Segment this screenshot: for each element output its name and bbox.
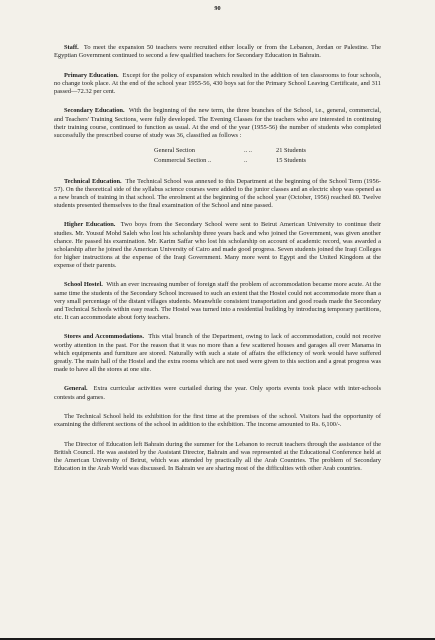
section-name: Commercial Section .. — [154, 156, 212, 164]
paragraph-heading: Stores and Accommodations. — [64, 333, 144, 341]
page-number: 90 — [214, 5, 221, 12]
paragraph-school-hostel — [54, 281, 381, 321]
table-row — [154, 147, 306, 157]
paragraph-text: Two boys from the Secondary School were sent to Beirut American University to continue their studies. Mr. Yousuf Mohd Saleh who lost his scholarship three years back and who joined the Government, was given another chance. He passed his examination. Mr. Karim Saffar who lost his scholarship on account of academic record, was awarded a scholarship after he joined the American University of Cairo and made good progress. Seven students joined the Iraqi Colleges for higher instructions at the expense of the Iraqi Government. Many more went to Egypt and the United Kingdom at the expense of their parents. — [54, 221, 381, 269]
paragraph-text: The Director of Education left Bahrain during the summer for the Lebanon to recruit teachers through the assistance of the British Council. He was assisted by the Assistant Director, Bahrain and was represented at the Educational Conference held at the American University of Beirut, which was attended by practically all the Arab Countries. The problem of Secondary Education in the Arab World was discussed. In Bahrain we are sharing most of the difficulties with other Arab countries. — [54, 440, 381, 473]
paragraph-heading: Staff. — [64, 44, 79, 51]
paragraph-heading: Primary Education. — [64, 71, 119, 79]
paragraph-general — [54, 385, 381, 401]
paragraph-text: The Technical School was annexed to this Department at the beginning of the School Term (1956-57). On the theoretical side of the syllabus science courses were added to the junior classes and an electric shop was opened as a new branch of training in that school. The enrolment at the beginning of the school year (October, 1956) reached 80. Twelve students presented themselves to the final examination of the School and nine passed. — [54, 177, 381, 209]
student-count: 15 Students — [276, 156, 307, 164]
paragraph-text: With the beginning of the new term, the three branches of the School, i.e., general, commercial, and Teachers' Training Sections, were fully developed. The Evening Classes for the teachers who are interested in continuing their training course, continued to function as usual. At the end of the year (1955-56) the number of students who completed successfully the prescribed course of study was 36, classified as follows : — [54, 107, 382, 139]
paragraph-heading: Technical Education. — [64, 177, 122, 185]
paragraph-text: This vital branch of the Department, owing to lack of accommodation, could not receive worthy attention in the past. For the reason that it was no more than a few scattered houses and garages all over Manama in which equipments and furniture are stored. Naturally with such a state of affairs the efficiency of work would have suffered greatly. The main hall of the Hostel and the extra rooms which are not used were given to this section and a great progress was made to have all the stores at one site. — [54, 333, 381, 373]
paragraph-technical-education — [54, 178, 381, 210]
paragraph-stores — [54, 333, 381, 373]
paragraph-staff — [54, 44, 381, 60]
paragraph-exhibition — [54, 413, 381, 429]
leader-dots: .. — [244, 156, 248, 164]
paragraph-text: Extra curricular activities were curtailed during the year. Only sports events took place with inter-schools contests and games. — [54, 385, 382, 401]
paragraph-heading: General. — [64, 385, 88, 393]
paragraph-director — [54, 441, 381, 473]
section-name: General Section — [154, 147, 195, 155]
body-text — [54, 44, 381, 485]
paragraph-primary-education — [54, 72, 381, 96]
paragraph-text: The Technical School held its exhibition for the first time at the premises of the school. Visitors had the opportunity of examining the different sections of the school in addition to the exhibition. The income amounted to Rs. 6,100/-. — [54, 413, 381, 429]
paragraph-secondary-education — [54, 107, 381, 139]
sections-table — [154, 147, 306, 166]
student-count: 21 Students — [276, 147, 307, 155]
paragraph-higher-education — [54, 221, 381, 270]
leader-dots: .. .. — [244, 147, 252, 155]
paragraph-heading: School Hostel. — [64, 281, 103, 289]
paragraph-text: Except for the policy of expansion which resulted in the addition of ten classrooms to four schools, no change took place. At the end of the school year 1955-56, 430 boys sat for the Primary School Leaving Certificate, and 311 passed—72.32 per cent. — [54, 71, 381, 95]
paragraph-text: With an ever increasing number of foreign staff the problem of accommodation became more acute. At the same time the students of the Secondary School increased to such an extent that the Hostel could not accommodate more than a very small percentage of the distant villages students. Meanwhile consistent transportation and good roads made the Secondary and Technical Schools within easy reach. The Hostel was turned into a residential building by introducing temporary partitions, etc. It can accommodate about forty teachers. — [54, 281, 381, 321]
paragraph-heading: Higher Education. — [64, 221, 116, 229]
paragraph-heading: Secondary Education. — [64, 107, 125, 115]
paragraph-text: To meet the expansion 50 teachers were recruited either locally or from the Lebanon, Jordan or Palestine. The Egyptian Government continued to second a few qualified teachers for Secondary Education in Bahrain. — [54, 44, 381, 60]
table-row — [154, 157, 306, 167]
